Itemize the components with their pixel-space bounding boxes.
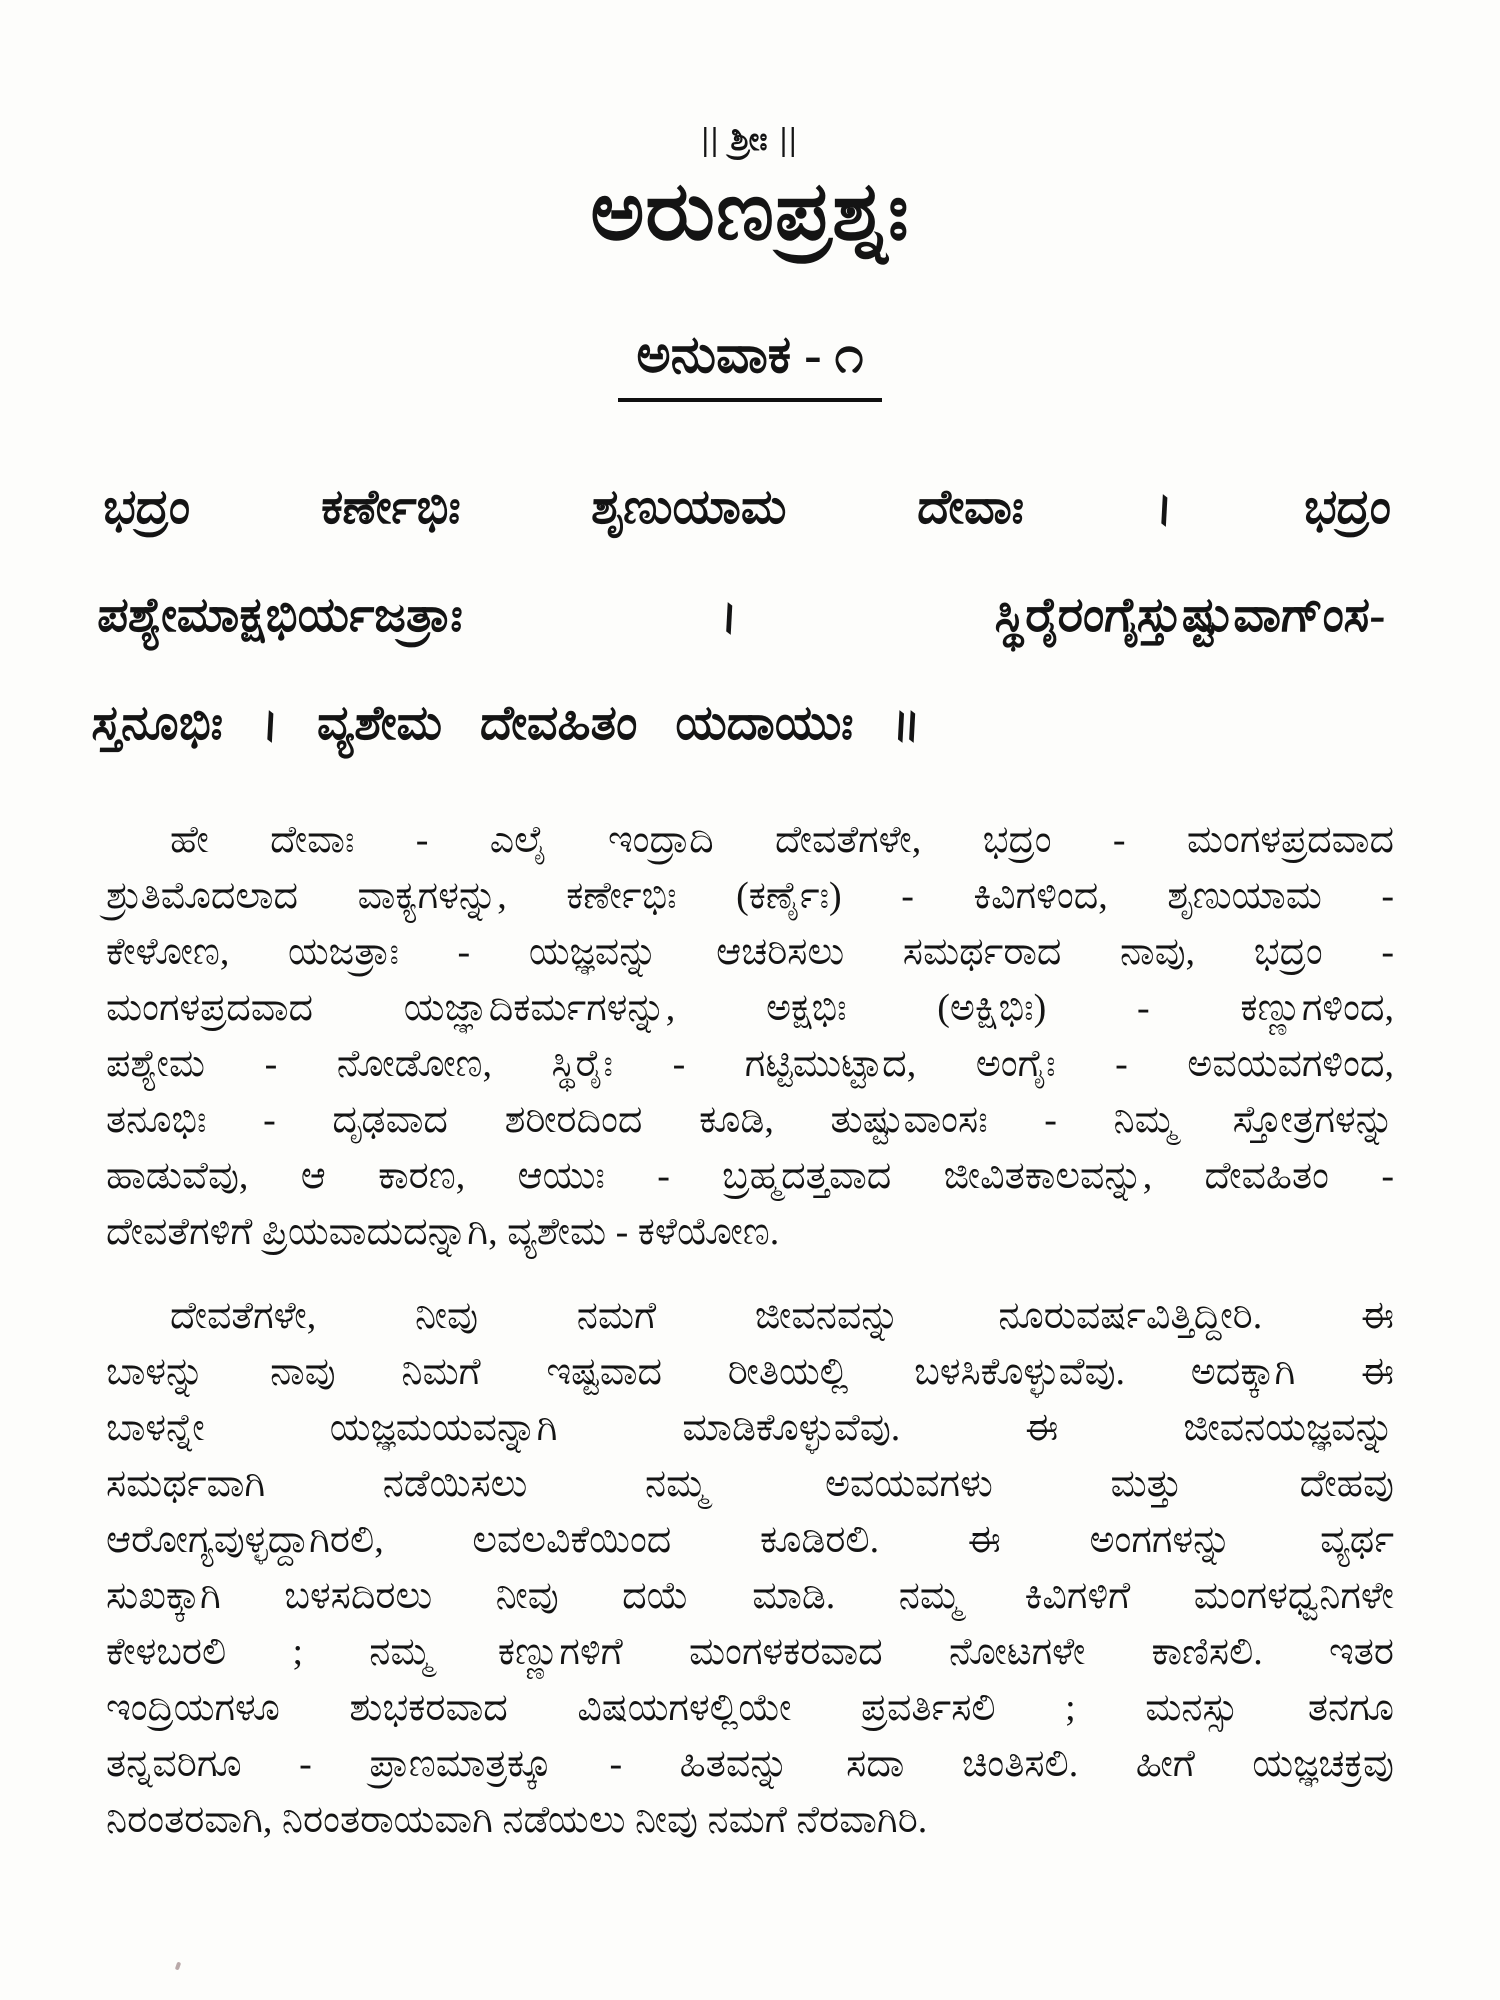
invocation-line: || ಶ್ರೀಃ || <box>701 122 799 158</box>
commentary-text-line: ಕೇಳಬರಲಿ ; ನಮ್ಮ ಕಣ್ಣುಗಳಿಗೆ ಮಂಗಳಕರವಾದ ನೋಟಗಳೇ ಕಾಣಿಸಲಿ. ಇತರ <box>106 1631 1394 1673</box>
commentary-text-line: ಶ್ರುತಿಮೊದಲಾದ ವಾಕ್ಯಗಳನ್ನು, ಕರ್ಣೇಭಿಃ (ಕರ್ಣೈಃ) - ಕಿವಿಗಳಿಂದ, ಶೃಣುಯಾಮ - <box>106 875 1394 917</box>
commentary-text-line: ಸಮರ್ಥವಾಗಿ ನಡೆಯಿಸಲು ನಮ್ಮ ಅವಯವಗಳು ಮತ್ತು ದೇಹವು <box>106 1463 1394 1505</box>
mantra-line: ಪಶ್ಯೇಮಾಕ್ಷಭಿರ್ಯಜತ್ರಾಃ । ಸ್ಥಿರೈರಂಗೈಸ್ತುಷ್ಟುವಾಗ್ಂಸ- <box>96 589 1387 642</box>
commentary-text-line: ತನ್ನವರಿಗೂ - ಪ್ರಾಣಮಾತ್ರಕ್ಕೂ - ಹಿತವನ್ನು ಸದಾ ಚಿಂತಿಸಲಿ. ಹೀಗೆ ಯಜ್ಞಚಕ್ರವು <box>106 1743 1394 1785</box>
commentary-paragraph-1 <box>106 812 1394 1260</box>
commentary-text-line: ಮಂಗಳಪ್ರದವಾದ ಯಜ್ಞಾದಿಕರ್ಮಗಳನ್ನು, ಅಕ್ಷಭಿಃ (ಅಕ್ಷಿಭಿಃ) - ಕಣ್ಣುಗಳಿಂದ, <box>106 987 1394 1029</box>
commentary-text-line: ತನೂಭಿಃ - ದೃಢವಾದ ಶರೀರದಿಂದ ಕೂಡಿ, ತುಷ್ಟುವಾಂಸಃ - ನಿಮ್ಮ ಸ್ತೋತ್ರಗಳನ್ನು <box>106 1099 1394 1141</box>
commentary-text-line: ದೇವತೆಗಳೇ, ನೀವು ನಮಗೆ ಜೀವನವನ್ನು ನೂರುವರ್ಷವಿತ್ತಿದ್ದೀರಿ. ಈ <box>170 1295 1394 1337</box>
commentary-text-line: ಹೇ ದೇವಾಃ - ಎಲೈ ಇಂದ್ರಾದಿ ದೇವತೆಗಳೇ, ಭದ್ರಂ - ಮಂಗಳಪ್ರದವಾದ <box>170 819 1394 861</box>
commentary-text-line: ದೇವತೆಗಳಿಗೆ ಪ್ರಿಯವಾದುದನ್ನಾಗಿ, ವ್ಯಶೇಮ - ಕಳೆಯೋಣ. <box>106 1211 780 1253</box>
commentary-text-line: ಬಾಳನ್ನು ನಾವು ನಿಮಗೆ ಇಷ್ಟವಾದ ರೀತಿಯಲ್ಲಿ ಬಳಸಿಕೊಳ್ಳುವೆವು. ಅದಕ್ಕಾಗಿ ಈ <box>106 1351 1394 1393</box>
section-heading-text: ಅನುವಾಕ - ೧ <box>618 326 881 402</box>
commentary-text-line: ಕೇಳೋಣ, ಯಜತ್ರಾಃ - ಯಜ್ಞವನ್ನು ಆಚರಿಸಲು ಸಮರ್ಥರಾದ ನಾವು, ಭದ್ರಂ - <box>106 931 1394 973</box>
commentary-text-line: ನಿರಂತರವಾಗಿ, ನಿರಂತರಾಯವಾಗಿ ನಡೆಯಲು ನೀವು ನಮಗೆ ನೆರವಾಗಿರಿ. <box>106 1799 928 1841</box>
commentary-text-line: ಆರೋಗ್ಯವುಳ್ಳದ್ದಾಗಿರಲಿ, ಲವಲವಿಕೆಯಿಂದ ಕೂಡಿರಲಿ. ಈ ಅಂಗಗಳನ್ನು ವ್ಯರ್ಥ <box>106 1519 1394 1561</box>
mantra-block <box>89 454 1394 778</box>
commentary-text-line: ಸುಖಕ್ಕಾಗಿ ಬಳಸದಿರಲು ನೀವು ದಯೆ ಮಾಡಿ. ನಮ್ಮ ಕಿವಿಗಳಿಗೆ ಮಂಗಳಧ್ವನಿಗಳೇ <box>106 1575 1394 1617</box>
commentary-text-line: ಇಂದ್ರಿಯಗಳೂ ಶುಭಕರವಾದ ವಿಷಯಗಳಲ್ಲಿಯೇ ಪ್ರವರ್ತಿಸಲಿ ; ಮನಸ್ಸು ತನಗೂ <box>106 1687 1394 1729</box>
mantra-line: ಭದ್ರಂ ಕರ್ಣೇಭಿಃ ಶೃಣುಯಾಮ ದೇವಾಃ । ಭದ್ರಂ <box>101 481 1393 534</box>
scan-artifact-speck <box>175 1962 181 1971</box>
commentary-paragraph-2 <box>106 1288 1394 1848</box>
commentary-text-line: ಹಾಡುವೆವು, ಆ ಕಾರಣ, ಆಯುಃ - ಬ್ರಹ್ಮದತ್ತವಾದ ಜೀವಿತಕಾಲವನ್ನು, ದೇವಹಿತಂ - <box>106 1155 1394 1197</box>
commentary-text-line: ಪಶ್ಯೇಮ - ನೋಡೋಣ, ಸ್ಥಿರೈಃ - ಗಟ್ಟಿಮುಟ್ಟಾದ, ಅಂಗೈಃ - ಅವಯವಗಳಿಂದ, <box>106 1043 1394 1085</box>
commentary-text-line: ಬಾಳನ್ನೇ ಯಜ್ಞಮಯವನ್ನಾಗಿ ಮಾಡಿಕೊಳ್ಳುವೆವು. ಈ ಜೀವನಯಜ್ಞವನ್ನು <box>106 1407 1394 1449</box>
section-heading <box>106 326 1394 402</box>
mantra-line: ಸ್ತನೂಭಿಃ । ವ್ಯಶೇಮ ದೇವಹಿತಂ ಯದಾಯುಃ ॥ <box>90 697 923 750</box>
page-title: ಅರುಣಪ್ರಶ್ನಃ <box>590 166 910 257</box>
